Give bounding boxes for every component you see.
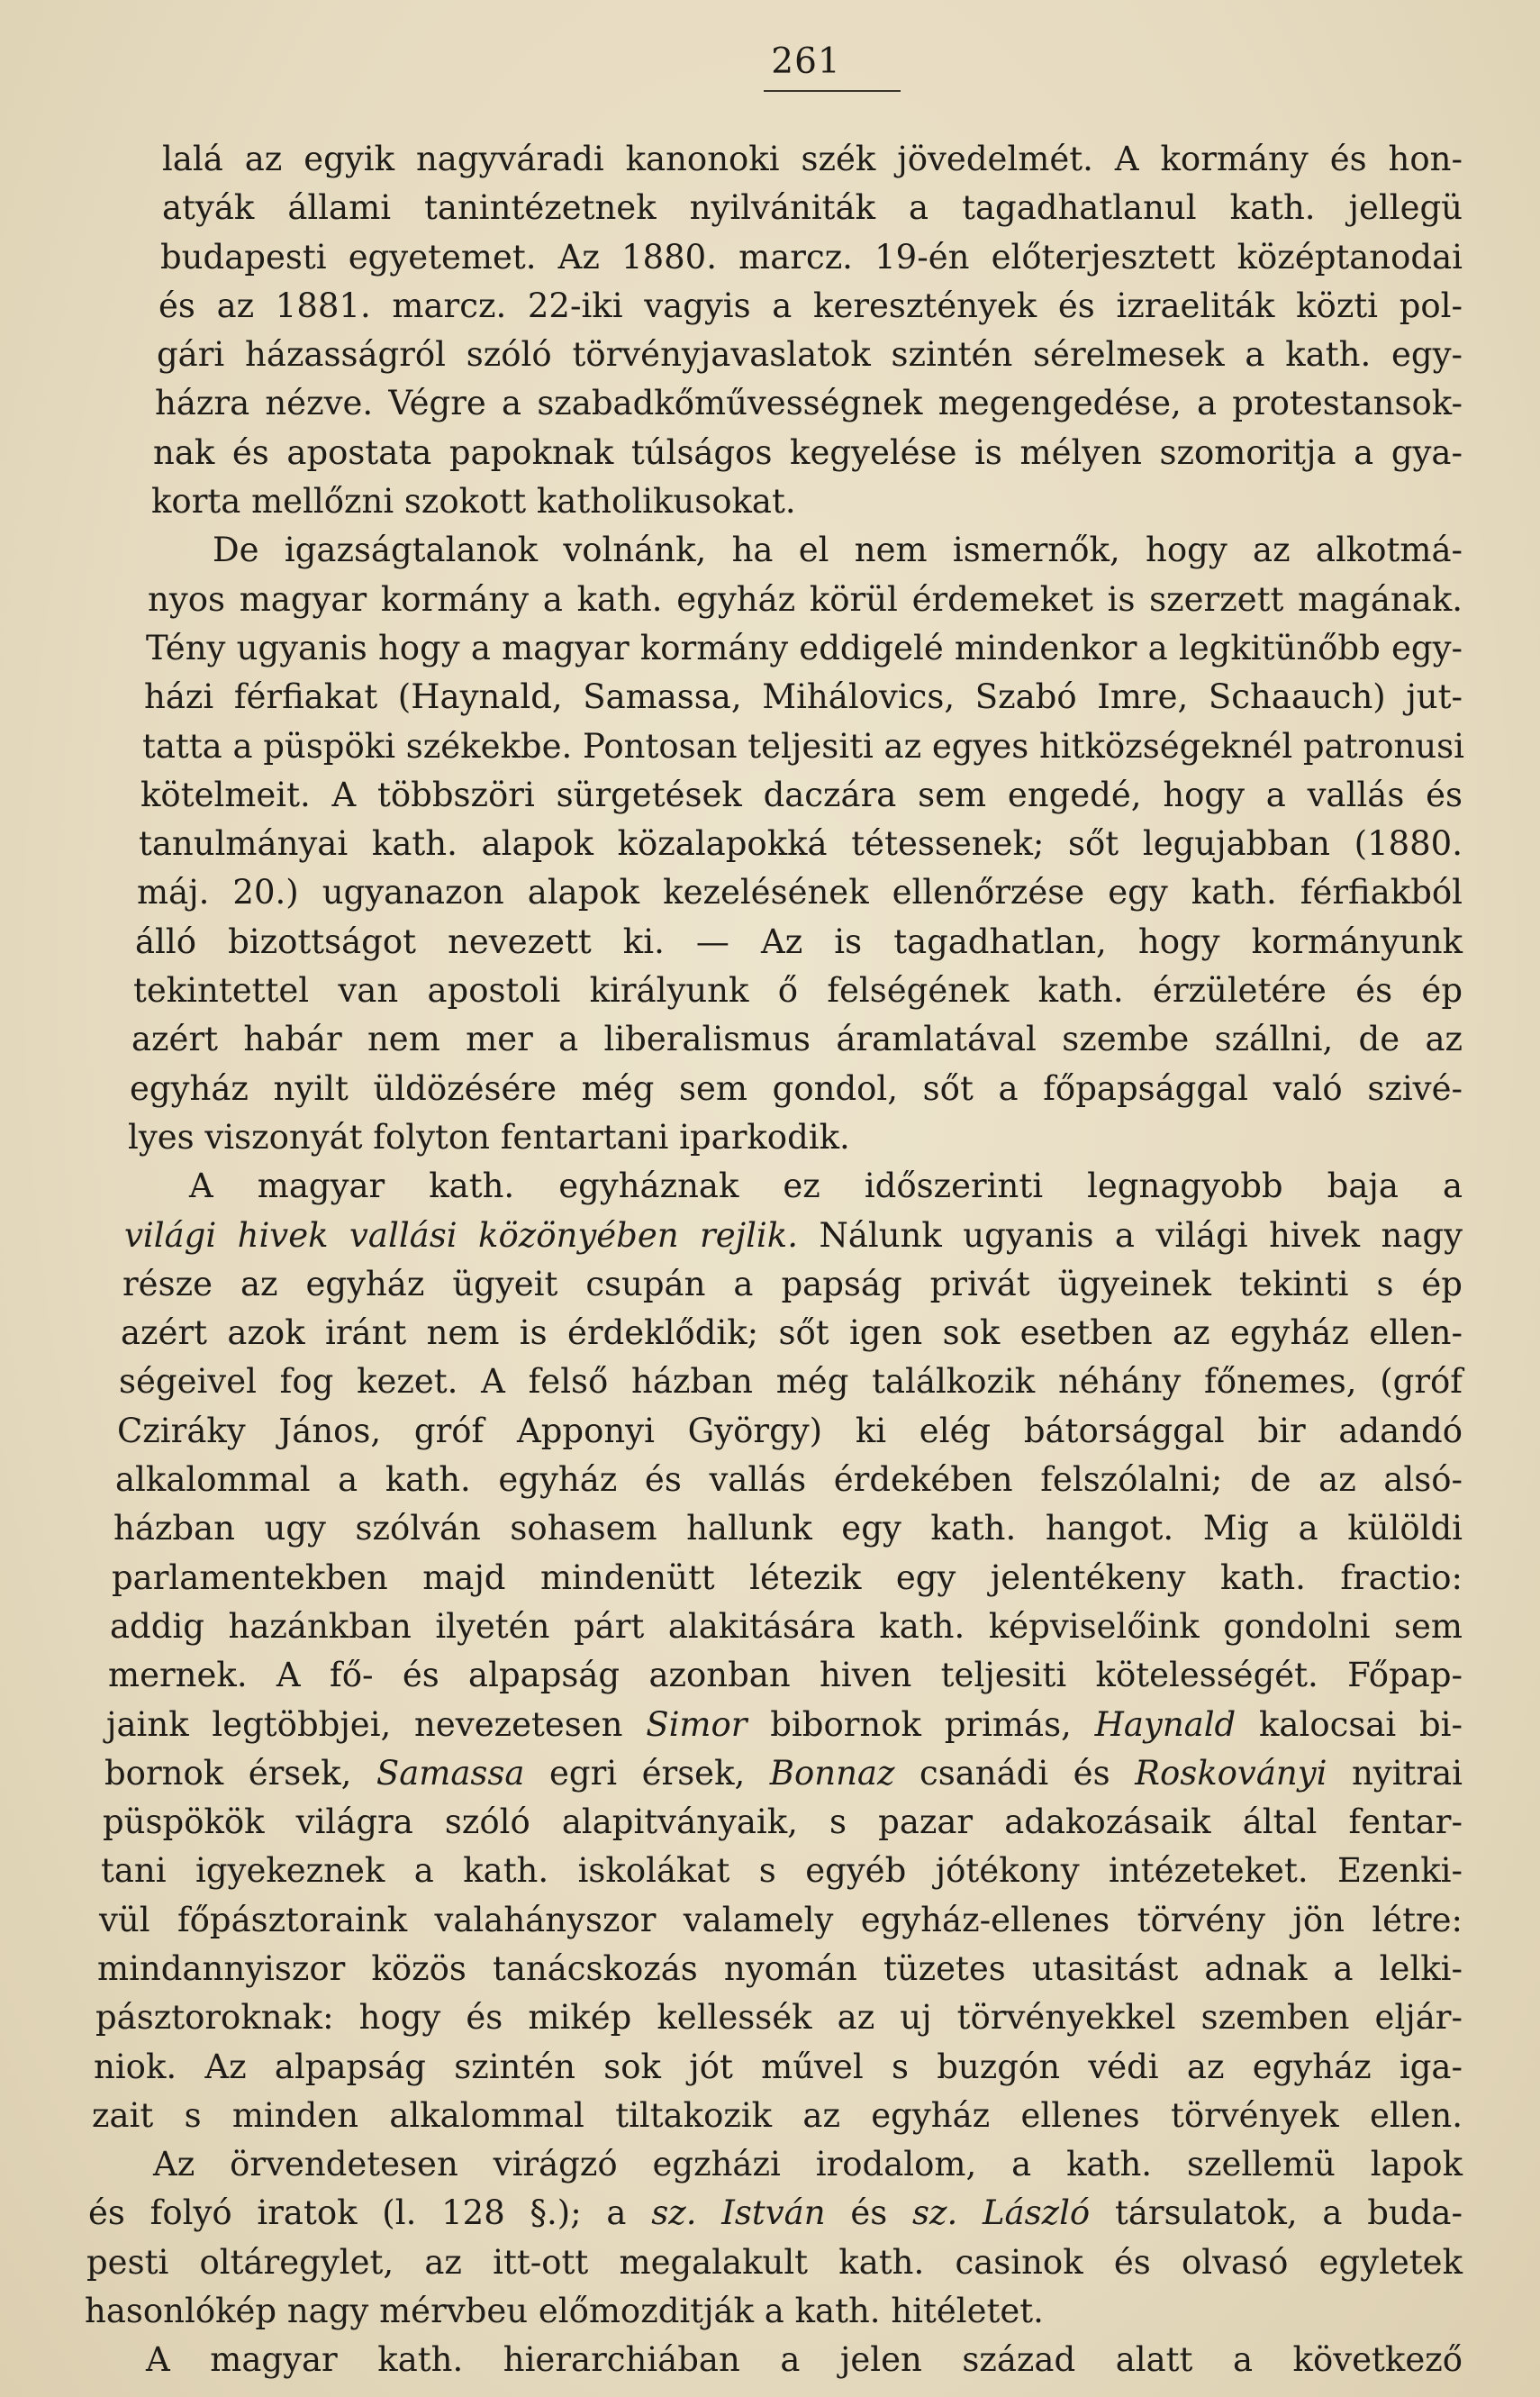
text-line	[115, 1456, 1463, 1504]
text-line	[97, 1945, 1463, 1993]
text-segment: ségeivel fog kezet. A felső házban még találkozik néhány főnemes, (gróf	[119, 1362, 1463, 1402]
text-line	[140, 771, 1463, 820]
text-segment: része az egyház ügyeit csupán a papság privát ügyeinek tekinti s ép	[122, 1264, 1463, 1303]
text-line	[124, 1212, 1463, 1260]
italic-text: sz. István	[651, 2193, 826, 2233]
text-segment: Tény ugyanis hogy a magyar kormány eddigelé mindenkor a legkitünőbb egy-	[146, 628, 1463, 667]
text-line	[159, 282, 1463, 331]
text-line	[151, 477, 1463, 526]
text-segment: vül főpásztoraink valahányszor valamely egyház-ellenes törvény jön létre:	[99, 1900, 1463, 1939]
text-segment: máj. 20.) ugyanazon alapok kezelésének ellenőrzése egy kath. férfiakból	[137, 873, 1463, 912]
italic-text: Bonnaz	[769, 1753, 895, 1793]
text-segment: és	[825, 2193, 912, 2233]
text-segment: alkalommal a kath. egyház és vallás érdekében felszólalni; de az alsó-	[115, 1460, 1463, 1500]
text-segment: A magyar kath. hierarchiában a jelen század alatt a következő	[146, 2340, 1463, 2380]
text-segment: nyitrai	[1327, 1753, 1463, 1793]
text-line	[148, 576, 1463, 624]
text-segment: parlamentekben majd mindenütt létezik egy jelentékeny kath. fractio:	[112, 1557, 1463, 1597]
text-segment: kötelmeit. A többszöri sürgetések daczára sem engedé, hogy a vallás és	[140, 775, 1463, 814]
italic-text: világi hivek vallási közönyében rejlik.	[124, 1215, 798, 1255]
text-segment: püspökök világra szóló alapitványaik, s pazar adakozásaik által fentar-	[103, 1802, 1463, 1842]
text-segment: Cziráky János, gróf Apponyi György) ki elég bátorsággal bir adandó	[117, 1411, 1463, 1450]
text-line	[99, 1896, 1463, 1945]
text-segment: jaink legtöbbjei, nevezetesen	[106, 1704, 647, 1744]
text-line	[155, 379, 1463, 428]
text-line	[121, 1309, 1463, 1357]
text-segment: egyház nyilt üldözésére még sem gondol, sőt a főpapsággal való szivé-	[130, 1068, 1463, 1108]
text-segment: De igazságtalanok volnánk, ha el nem ismernők, hogy az alkotmá-	[213, 531, 1463, 570]
text-segment: korta mellőzni szokott katholikusokat.	[151, 482, 796, 522]
text-segment: budapesti egyetemet. Az 1880. marcz. 19-én előterjesztett középtanodai	[160, 237, 1463, 277]
text-line	[90, 2140, 1463, 2189]
text-line	[108, 1651, 1463, 1700]
text-line	[103, 1798, 1463, 1847]
italic-text: Simor	[646, 1704, 747, 1744]
text-segment: bibornok primás,	[747, 1704, 1095, 1744]
text-line	[144, 673, 1463, 722]
text-segment: tekintettel van apostoli királyunk ő felségének kath. érzületére és ép	[133, 971, 1463, 1011]
text-line	[117, 1407, 1463, 1456]
text-line	[113, 1504, 1463, 1553]
text-line	[92, 2092, 1463, 2140]
italic-text: Samassa	[376, 1753, 525, 1793]
text-segment: és az 1881. marcz. 22-iki vagyis a keresztények és izraeliták közti pol-	[159, 286, 1463, 325]
text-line	[112, 1554, 1463, 1603]
header-rule	[764, 90, 901, 92]
text-segment: nak és apostata papoknak túlságos kegyelése is mélyen szomoritja a gya-	[153, 432, 1463, 472]
text-segment: Az örvendetesen virágzó egzházi irodalom, a kath. szellemü lapok	[153, 2145, 1463, 2184]
text-segment: pásztoroknak: hogy és mikép kellessék az uj törvényekkel szemben eljár-	[95, 1998, 1463, 2038]
text-line	[110, 1603, 1463, 1651]
text-line	[131, 1015, 1463, 1064]
text-line	[137, 868, 1463, 917]
text-segment: házi férfiakat (Haynald, Samassa, Mihálovics, Szabó Imre, Schaauch) jut-	[144, 677, 1463, 717]
page-number: 261	[771, 41, 841, 82]
text-segment: atyák állami tanintézetnek nyilvániták a tagadhatlanul kath. jellegü	[162, 188, 1463, 228]
text-line	[135, 918, 1463, 967]
text-line	[86, 2238, 1463, 2287]
text-line	[94, 2043, 1463, 2092]
italic-text: sz. László	[911, 2193, 1091, 2233]
text-segment: tatta a püspöki székekbe. Pontosan teljesiti az egyes hitközségeknél patronusi	[142, 726, 1464, 766]
text-line	[162, 135, 1463, 184]
text-segment: mindannyiszor közös tanácskozás nyomán tüzetes utasitást adnak a lelki-	[97, 1948, 1463, 1988]
text-line	[133, 967, 1463, 1015]
text-line	[128, 1113, 1463, 1162]
text-line	[119, 1357, 1463, 1406]
text-line	[157, 331, 1463, 379]
text-line	[83, 2336, 1463, 2384]
text-segment: mernek. A fő- és alpapság azonban hiven teljesiti kötelességét. Főpap-	[108, 1656, 1463, 1695]
text-line	[106, 1701, 1463, 1749]
text-segment: lyes viszonyát folyton fentartani iparkodik.	[128, 1117, 850, 1157]
text-segment: niok. Az alpapság szintén sok jót művel s buzgón védi az egyház iga-	[94, 2047, 1463, 2086]
text-line	[162, 184, 1463, 232]
text-segment: nyos magyar kormány a kath. egyház körül érdemeket is szerzett magának.	[148, 579, 1463, 619]
text-line	[160, 233, 1463, 282]
text-segment: hasonlókép nagy mérvbeu előmozditják a kath. hitéletet.	[85, 2292, 1044, 2331]
text-segment: házra nézve. Végre a szabadkőművességnek megengedése, a protestansok-	[155, 384, 1463, 423]
text-line	[130, 1065, 1463, 1113]
text-line	[139, 820, 1463, 868]
text-line	[101, 1847, 1463, 1895]
text-segment: gári házasságról szóló törvényjavaslatok szintén sérelmesek a kath. egy-	[157, 335, 1463, 375]
text-segment: tanulmányai kath. alapok közalapokká tétessenek; sőt legujabban (1880.	[139, 824, 1463, 864]
text-line	[153, 429, 1463, 477]
text-line	[95, 1993, 1463, 2042]
italic-text: Haynald	[1094, 1704, 1237, 1744]
text-segment: azért azok iránt nem is érdeklődik; sőt igen sok esetben az egyház ellen-	[121, 1313, 1463, 1353]
text-segment: kalocsai bi-	[1236, 1704, 1463, 1744]
italic-text: Roskoványi	[1135, 1753, 1327, 1793]
text-segment: csanádi és	[894, 1753, 1136, 1793]
text-segment: pesti oltáregylet, az itt-ott megalakult kath. casinok és olvasó egyletek	[86, 2242, 1463, 2282]
body-text	[85, 135, 1464, 2385]
text-line	[88, 2189, 1463, 2238]
text-line	[104, 1749, 1463, 1798]
text-segment: tani igyekeznek a kath. iskolákat s egyéb jótékony intézeteket. Ezenki-	[101, 1851, 1463, 1891]
text-segment: zait s minden alkalommal tiltakozik az egyház ellenes törvények ellen.	[92, 2095, 1463, 2135]
text-segment: azért habár nem mer a liberalismus áramlatával szembe szállni, de az	[131, 1020, 1463, 1059]
text-segment: társulatok, a buda-	[1090, 2193, 1463, 2233]
text-segment: Nálunk ugyanis a világi hivek nagy	[797, 1215, 1463, 1255]
text-line	[142, 722, 1463, 771]
text-line	[122, 1260, 1463, 1309]
text-segment: és folyó iratok (l. 128 §.); a	[88, 2193, 652, 2233]
text-segment: álló bizottságot nevezett ki. — Az is tagadhatlan, hogy kormányunk	[135, 922, 1463, 961]
text-segment: egri érsek,	[524, 1753, 770, 1793]
text-line	[146, 624, 1463, 673]
text-line	[126, 1162, 1463, 1211]
text-segment: házban ugy szólván sohasem hallunk egy kath. hangot. Mig a külöldi	[113, 1509, 1463, 1548]
text-segment: bornok érsek,	[104, 1753, 376, 1793]
text-segment: addig hazánkban ilyetén párt alakitására kath. képviselőink gondolni sem	[110, 1606, 1463, 1646]
text-line	[149, 526, 1463, 575]
text-line	[85, 2287, 1463, 2336]
text-segment: lalá az egyik nagyváradi kanonoki szék jövedelmét. A kormány és hon-	[162, 140, 1463, 178]
text-segment: A magyar kath. egyháznak ez időszerinti legnagyobb baja a	[189, 1167, 1463, 1206]
